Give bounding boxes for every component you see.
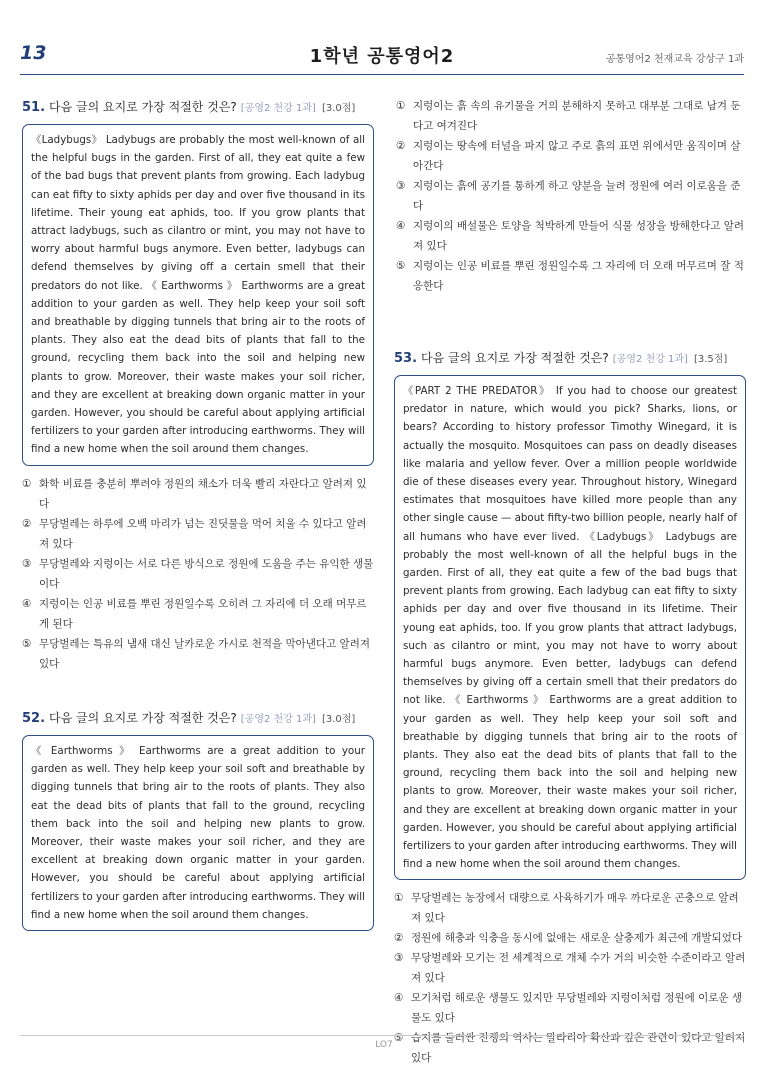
option-marker: ① bbox=[22, 477, 32, 490]
option-marker: ③ bbox=[396, 180, 406, 192]
passage-text: 《 Earthworms 》 Earthworms are a great addition to your garden as well. They help keep your soil soft and breathable by digging tunnels that bring air to the roots of plants. They also eat the dead bits of plants that fall to the ground, recycling them back into the soil and helping new plants to grow. Moreover, their waste makes your soil richer, and they are excellent at breaking down organic matter in your garden. However, you should be careful about applying artificial fertilizers to your garden after introducing earthworms. They will find a new home when the soil around them changes. bbox=[31, 745, 365, 921]
option-marker: ⑤ bbox=[396, 260, 406, 272]
answer-option-1[interactable] bbox=[394, 888, 746, 928]
answer-option-2[interactable] bbox=[22, 514, 374, 554]
question-header bbox=[22, 98, 374, 116]
question-source: [공영2 천강 1과] bbox=[240, 714, 316, 725]
page-subtitle: 공통영어2 천재교육 강상구 1과 bbox=[605, 54, 744, 65]
question-51 bbox=[22, 98, 374, 674]
option-text: 모기처럼 해로운 생물도 있지만 무당벌레와 지렁이처럼 정원에 이로운 생물도 있다 bbox=[411, 992, 742, 1025]
option-marker: ① bbox=[394, 892, 404, 905]
answer-option-2[interactable] bbox=[394, 928, 746, 948]
question-prompt: 다음 글의 요지로 가장 적절한 것은? bbox=[49, 711, 237, 725]
passage-text: 《Ladybugs》 Ladybugs are probably the most well-known of all the helpful bugs in the garden. First of all, they eat quite a few of the bad bugs that prevent plants from growing. Each ladybug can eat fifty to sixty aphids per day and over five thousand in its lifetime. Their young eat aphids, too. If you grow plants that attract ladybugs, such as cilantro or mint, you may not have to worry about harmful bugs anymore. Even better, ladybugs can defend themselves by giving off a certain smell that their predators do not like. 《 Earthworms 》 Earthworms are a great addition to your garden as well. They help keep your soil soft and breathable by digging tunnels that bring air to the roots of plants. They also eat the dead bits of plants that fall to the ground, recycling them back into the soil and helping new plants to grow. Moreover, their waste makes your soil richer, and they are excellent at breaking down organic matter in your garden. However, you should be careful about applying artificial fertilizers to your garden after introducing earthworms. They will find a new home when the soil around them changes. bbox=[31, 134, 365, 456]
option-text: 무당벌레는 하루에 오백 마리가 넘는 진딧물을 먹어 치울 수 있다고 알려져 있다 bbox=[39, 517, 367, 550]
answer-option-1[interactable] bbox=[396, 96, 748, 136]
option-text: 무당벌레와 모기는 전 세계적으로 개체 수가 거의 비슷한 수준이라고 알려져 있다 bbox=[411, 952, 746, 985]
answer-options bbox=[22, 474, 374, 674]
option-marker: ② bbox=[22, 517, 32, 530]
option-text: 지렁이는 흙에 공기를 통하게 하고 양분을 늘려 정원에 여러 이로움을 준다 bbox=[413, 180, 741, 212]
question-source: [공영2 천강 1과] bbox=[240, 103, 316, 114]
footer-rule bbox=[20, 1035, 744, 1036]
answer-option-1[interactable] bbox=[22, 474, 374, 514]
option-marker: ④ bbox=[396, 220, 406, 232]
option-marker: ③ bbox=[22, 557, 32, 570]
option-text: 지렁이는 인공 비료를 뿌린 정원일수록 그 자리에 더 오래 머무르며 잘 적응한다 bbox=[413, 260, 744, 292]
answer-option-4[interactable] bbox=[394, 988, 746, 1028]
question-source: [공영2 천강 1과] bbox=[612, 354, 688, 365]
question-points: [3.5점] bbox=[693, 354, 728, 365]
answer-option-4[interactable] bbox=[396, 216, 748, 256]
question-number: 52. bbox=[22, 711, 46, 726]
option-text: 화학 비료를 충분히 뿌려야 정원의 채소가 더욱 빨리 자란다고 알려져 있다 bbox=[39, 477, 367, 510]
option-marker: ④ bbox=[394, 992, 404, 1005]
answer-option-3[interactable] bbox=[394, 948, 746, 988]
answer-option-5[interactable] bbox=[396, 256, 748, 296]
option-text: 정원에 해충과 익충을 동시에 없애는 새로운 살충제가 최근에 개발되었다 bbox=[411, 932, 742, 945]
passage-box bbox=[22, 124, 374, 466]
option-marker: ④ bbox=[22, 597, 32, 610]
question-number: 51. bbox=[22, 100, 46, 115]
option-text: 지렁이의 배설물은 토양을 척박하게 만들어 식물 성장을 방해한다고 알려져 있다 bbox=[413, 220, 744, 252]
answer-option-3[interactable] bbox=[22, 554, 374, 594]
answer-option-4[interactable] bbox=[22, 594, 374, 634]
question-prompt: 다음 글의 요지로 가장 적절한 것은? bbox=[49, 100, 237, 114]
option-marker: ② bbox=[394, 932, 404, 945]
option-marker: ③ bbox=[394, 952, 404, 965]
question-header bbox=[394, 349, 746, 367]
question-52-options bbox=[396, 96, 748, 296]
question-number: 53. bbox=[394, 351, 418, 366]
question-points: [3.0점] bbox=[321, 714, 356, 725]
option-text: 무당벌레는 농장에서 대량으로 사육하기가 매우 까다로운 곤충으로 알려져 있다 bbox=[411, 892, 739, 925]
answer-option-2[interactable] bbox=[396, 136, 748, 176]
question-53 bbox=[394, 349, 746, 1068]
answer-option-5[interactable] bbox=[22, 634, 374, 674]
page-title: 1학년 공통영어2 bbox=[309, 46, 455, 67]
passage-box bbox=[394, 375, 746, 880]
option-text: 지렁이는 흙 속의 유기물을 거의 분해하지 못하고 대부분 그대로 남겨 둔다고 여겨진다 bbox=[413, 100, 741, 132]
option-text: 무당벌레와 지렁이는 서로 다른 방식으로 정원에 도움을 주는 유익한 생물이다 bbox=[39, 557, 374, 590]
page-header bbox=[20, 40, 744, 75]
option-text: 지렁이는 땅속에 터널을 파지 않고 주로 흙의 표면 위에서만 움직이며 살아간다 bbox=[413, 140, 741, 172]
answer-option-3[interactable] bbox=[396, 176, 748, 216]
question-prompt: 다음 글의 요지로 가장 적절한 것은? bbox=[421, 351, 609, 365]
page-number: 13 bbox=[20, 42, 47, 64]
option-marker: ② bbox=[396, 140, 406, 152]
option-marker: ⑤ bbox=[394, 1032, 404, 1045]
question-header bbox=[22, 709, 374, 727]
option-text: 습지를 둘러싼 전쟁의 역사는 말라리아 확산과 깊은 관련이 있다고 알려져 있다 bbox=[411, 1032, 746, 1065]
passage-box bbox=[22, 735, 374, 931]
passage-text: 《PART 2 THE PREDATOR》 If you had to choose our greatest predator in nature, which would you pick? Sharks, lions, or bears? According to history professor Timothy Winegard, it is actually the mosquito. Mosquitoes can pass on deadly diseases like malaria and yellow fever. Over a million people worldwide die of these diseases every year. Throughout history, Winegard estimates that mosquitoes have killed more people than any other single cause — about fifty-two billion people, nearly half of all humans who have ever lived. 《Ladybugs》 Ladybugs are probably the most well-known of all the helpful bugs in the garden. First of all, they eat quite a few of the bad bugs that prevent plants from growing. Each ladybug can eat fifty to sixty aphids per day and over five thousand in its lifetime. Their young eat aphids, too. If you grow plants that attract ladybugs, such as cilantro or mint, you may not have to worry about harmful bugs anymore. Even better, ladybugs can defend themselves by giving off a certain smell that their predators do not like. 《 Earthworms 》 Earthworms are a great addition to your garden as well. They help keep your soil soft and breathable by digging tunnels that bring air to the roots of plants. They also eat the dead bits of plants that fall to the ground, recycling them back into the soil and helping new plants to grow. Moreover, their waste makes your soil richer, and they are excellent at breaking down organic matter in your garden. However, you should be careful about applying artificial fertilizers to your garden after introducing earthworms. They will find a new home when the soil around them changes. bbox=[403, 385, 737, 871]
question-52 bbox=[22, 709, 374, 931]
question-points: [3.0점] bbox=[321, 103, 356, 114]
option-marker: ① bbox=[396, 100, 406, 112]
footer-page-mark: LO7 bbox=[375, 1040, 393, 1050]
option-text: 무당벌레는 특유의 냄새 대신 날카로운 가시로 천적을 막아낸다고 알려져 있다 bbox=[39, 637, 370, 670]
option-marker: ⑤ bbox=[22, 637, 32, 650]
option-text: 지렁이는 인공 비료를 뿌린 정원일수록 오히려 그 자리에 더 오래 머무르게 된다 bbox=[39, 597, 367, 630]
answer-options bbox=[396, 96, 748, 296]
